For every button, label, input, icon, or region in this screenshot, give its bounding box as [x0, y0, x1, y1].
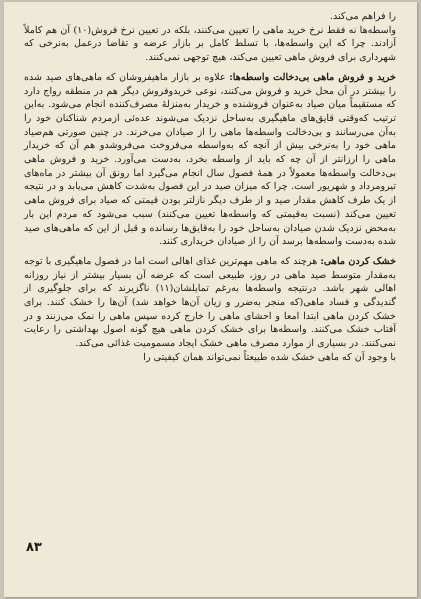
opening-line: را فراهم می‌کند. — [329, 11, 396, 22]
paragraph-intermediaries: واسطه‌ها نه فقط نرخ خرید ماهی را تعیین می‌کنند، بلکه در تعیین نرخ فروش(۱۰) آن هم کاملاً آزادند. چرا که این واسطه‌ها، با تسلط کامل بر بازار عرضه و تقاضا درعمل به‌نرخی که شهرداری برای فروش ماهی تعیین می‌کند، هیچ توجهی نمی‌کنند. — [24, 24, 397, 64]
page-number: ۸۳ — [26, 540, 42, 555]
section-body-direct-sale: علاوه بر بازار ماهیفروشان که ماهی‌های صید شده را بیشتر در آن محل خرید و فروش می‌کنند، نوعی خریدوفروش دیگر هم در منطقه رواج دارد که مستقیماً میان صیاد به‌عنوان فروشنده و خریدار به‌منزلهٔ مصرف‌کننده انجام می‌شود. به‌این ترتیب که‌وقتی قایق‌های ماهیگیری به‌ساحل نزدیک می‌شوند عده‌ئی ازمردم شناکنان خود را به‌آن می‌رسانند و بی‌دخالت واسطه‌ها ماهی را از صیادان می‌خرند. در چنین صورتی هم‌صیاد ماهی خود را به‌نرخی بیش از آنچه که به‌واسطه می‌فروخت می‌فروشدو هم آن که خریدار ماهی را ارزانتر از آن چه که باید از واسطه بخرد، به‌دست می‌آورد. خرید و فروش ماهی بی‌دخالت واسطه‌ها معمولاً در همهٔ فصول سال انجام می‌گیرد اما رونق آن بیشتر در ماه‌های تیرومرداد و شهریور است. چرا که میزان صید در این فصول به‌شدت کاهش می‌یابد و در نتیجه از یک طرف کاهش مقدار صید و از طرف دیگر نازلتر بودن قیمتی که صیاد برای فروش ماهی تعیین می‌کند (نسبت به‌قیمتی که واسطه‌ها تعیین می‌کنند) سبب می‌شود که مردم این بار به‌محض نزدیک شدن صیادان به‌ساحل خود را به‌قایق‌ها رسانده و قبل از این که ماهی‌های صید شده به‌دست واسطه‌ها برسد آن را از صیادان خریداری کنند. — [24, 71, 396, 248]
section-heading-drying-fish: خشک کردن ماهی: — [320, 255, 397, 267]
section-direct-sale — [24, 71, 396, 249]
book-page — [4, 2, 417, 597]
body-text — [24, 10, 396, 365]
closing-line: با وجود آن که ماهی خشک شده طبیعتاً نمی‌تواند همان کیفیتی را — [143, 351, 396, 363]
section-body-drying-fish: هرچند که ماهی مهم‌ترین غذای اهالی است اما در فصول ماهیگیری با توجه به‌مقدار متوسط صید ماهی در روز، طبیعی است که عرضه آن بسیار بیشتر از نیاز روزانه اهالی شهر باشد. درنتیجه واسطه‌ها به‌رغم تمایلشان(۱۱) ناگزیرند که برای جلوگیری از گندیدگی و فساد ماهی(که منجر به‌ضرر و زیان آن‌ها خواهد شد) آن‌ها را خشک کنند. برای خشک کردن ماهی ابتدا امعا و احشای ماهی را خارج کرده سپس ماهی را نمک می‌زنند و در آفتاب خشک می‌کنند. واسطه‌ها برای خشک کردن ماهی هیچ گونه اصول بهداشتی را رعایت نمی‌کنند. در بسیاری از موارد مصرف ماهی خشک ایجاد مسمومیت غذائی می‌کند. — [24, 255, 396, 350]
section-drying-fish — [24, 255, 396, 351]
section-heading-direct-sale: خرید و فروش ماهی بی‌دخالت واسطه‌ها: — [229, 71, 396, 83]
